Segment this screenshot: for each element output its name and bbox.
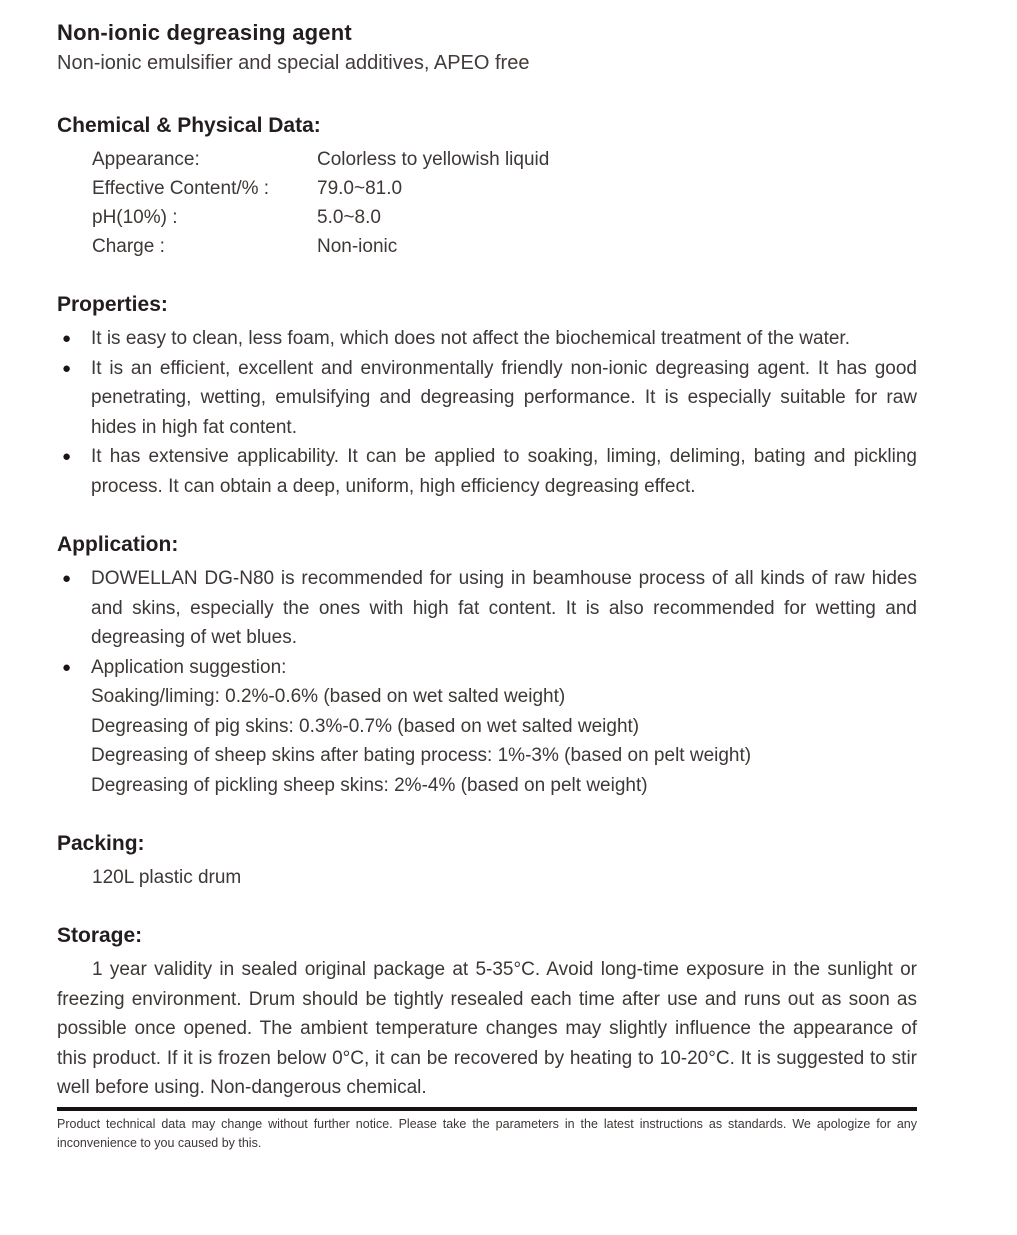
- list-item-text: Application suggestion:: [91, 656, 287, 678]
- section-chemical-data: [57, 112, 917, 261]
- list-item: [57, 324, 917, 354]
- row-label: Effective Content/% :: [92, 178, 270, 199]
- section-heading-packing: Packing:: [57, 832, 145, 855]
- row-value: Non-ionic: [317, 236, 398, 257]
- list-item: [57, 354, 917, 443]
- row-value: 5.0~8.0: [317, 207, 381, 228]
- application-list: [57, 564, 917, 682]
- suggestion-line: Degreasing of pig skins: 0.3%-0.7% (based on wet salted weight): [91, 715, 640, 737]
- page-subtitle: Non-ionic emulsifier and special additives, APEO free: [57, 52, 530, 74]
- section-packing: [57, 830, 917, 892]
- row-value: 79.0~81.0: [317, 178, 403, 199]
- list-item-text: DOWELLAN DG-N80 is recommended for using in beamhouse process of all kinds of raw hides and skins, especially the ones with high fat content. It is also recommended for wetting and degreasing of wet blues.: [91, 568, 917, 648]
- datasheet-content: [57, 18, 917, 1153]
- table-row: [92, 145, 917, 174]
- bullet-icon: ●: [62, 448, 72, 465]
- list-item: [57, 442, 917, 501]
- suggestion-line: Soaking/liming: 0.2%-0.6% (based on wet salted weight): [91, 686, 566, 707]
- list-item: [57, 564, 917, 653]
- footer-divider: [57, 1107, 917, 1111]
- bullet-icon: ●: [62, 359, 72, 377]
- section-heading-properties: Properties:: [57, 293, 168, 316]
- storage-text: 1 year validity in sealed original package at 5-35°C. Avoid long-time exposure in the sunlight or freezing environment. Drum should be tightly resealed each time after use and runs out as soon as possible once opened. The ambient temperature changes may slightly influence the appearance of this product. If it is frozen below 0°C, it can be recovered by heating to 10-20°C. It is suggested to stir well before using. Non-dangerous chemical.: [57, 959, 917, 1098]
- properties-list: [57, 324, 917, 501]
- header: [57, 18, 917, 78]
- packing-text: 120L plastic drum: [92, 867, 242, 888]
- bullet-icon: ●: [62, 330, 72, 347]
- suggestion-line: Degreasing of pickling sheep skins: 2%-4% (based on pelt weight): [91, 774, 648, 796]
- application-suggestions: [91, 682, 917, 800]
- list-item: [57, 653, 917, 683]
- footer-disclaimer: Product technical data may change without further notice. Please take the parameters in the latest instructions as standards. We apologize for any inconvenience to you caused by this.: [57, 1116, 917, 1150]
- table-row: [92, 174, 917, 203]
- row-label: Appearance:: [92, 149, 200, 170]
- row-label: pH(10%) :: [92, 207, 178, 228]
- section-application: [57, 531, 917, 800]
- section-heading-application: Application:: [57, 533, 179, 556]
- chemical-data-table: [92, 145, 917, 261]
- bullet-icon: ●: [62, 570, 72, 587]
- suggestion-line: Degreasing of sheep skins after bating process: 1%-3% (based on pelt weight): [91, 745, 752, 766]
- table-row: [92, 232, 917, 261]
- section-heading-chemical: Chemical & Physical Data:: [57, 114, 321, 137]
- section-storage: [57, 922, 917, 1103]
- list-item-text: It has extensive applicability. It can be applied to soaking, liming, deliming, bating and pickling process. It can obtain a deep, uniform, high efficiency degreasing effect.: [91, 446, 917, 497]
- row-value: Colorless to yellowish liquid: [317, 149, 550, 170]
- list-item-text: It is an efficient, excellent and environmentally friendly non-ionic degreasing agent. It has good penetrating, wetting, emulsifying and degreasing performance. It is especially suitable for raw hides in high fat content.: [91, 357, 917, 438]
- page-title: Non-ionic degreasing agent: [57, 20, 352, 45]
- bullet-icon: ●: [62, 658, 72, 676]
- section-properties: [57, 291, 917, 501]
- table-row: [92, 203, 917, 232]
- section-heading-storage: Storage:: [57, 924, 143, 947]
- row-label: Charge :: [92, 236, 165, 257]
- list-item-text: It is easy to clean, less foam, which does not affect the biochemical treatment of the water.: [91, 328, 850, 349]
